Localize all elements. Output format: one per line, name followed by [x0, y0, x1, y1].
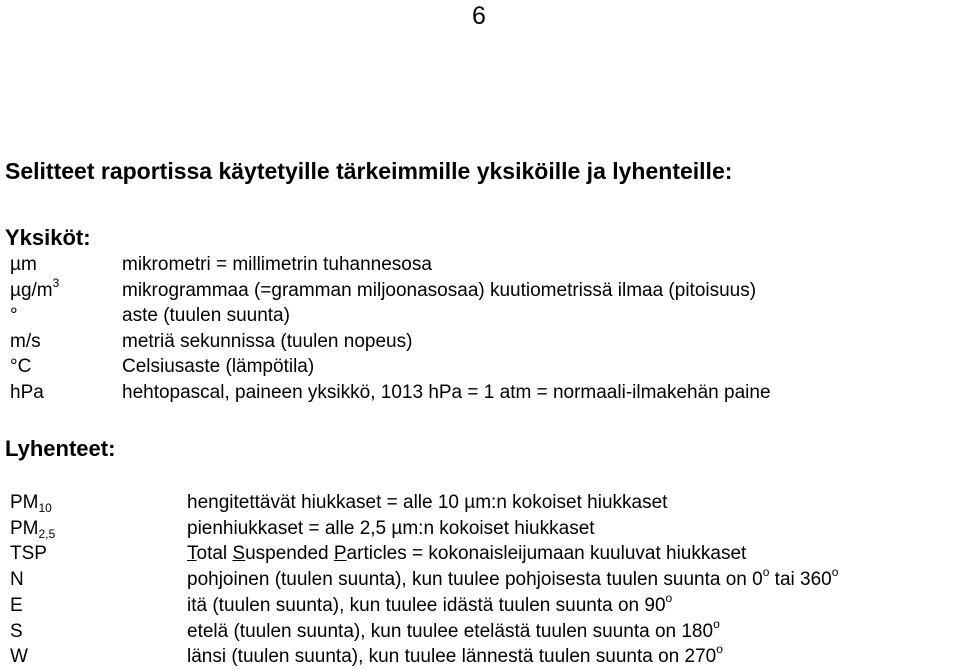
abbreviation-term: $PM_{2,5}$ — [10, 518, 56, 541]
units-heading: Yksiköt: — [5, 225, 91, 250]
page-number: 6 — [472, 2, 486, 30]
abbreviation-term: S — [10, 621, 23, 642]
abbreviation-definition: Total Suspended Particles = kokonaisleijumaan kuuluvat hiukkaset — [187, 543, 747, 564]
abbreviations-heading: Lyhenteet: — [5, 436, 116, 461]
abbreviation-definition: etelä (tuulen suunta), kun tuulee etelästä tuulen suunta on 180$^o$ — [187, 617, 720, 642]
abbreviation-definition: itä (tuulen suunta), kun tuulee idästä tuulen suunta on 90$^o$ — [187, 591, 673, 616]
unit-term: ° — [10, 305, 18, 326]
unit-term: hPa — [10, 382, 44, 403]
abbreviation-term: TSP — [10, 543, 47, 564]
abbreviation-definition: pohjoinen (tuulen suunta), kun tuulee pohjoisesta tuulen suunta on 0$^o$ tai 360$^o$ — [187, 565, 839, 590]
unit-term: °C — [10, 356, 32, 377]
abbreviation-term: W — [10, 646, 28, 667]
abbreviation-term: $PM_{10}$ — [10, 492, 52, 515]
unit-definition: metriä sekunnissa (tuulen nopeus) — [122, 331, 413, 352]
unit-term: $\mu g/m^3$ — [10, 276, 60, 301]
abbreviation-definition: hengitettävät hiukkaset = alle 10 µm:n kokoiset hiukkaset — [187, 492, 668, 513]
abbreviation-term: N — [10, 569, 24, 590]
unit-definition: aste (tuulen suunta) — [122, 305, 290, 326]
unit-definition: Celsiusaste (lämpötila) — [122, 356, 315, 377]
abbreviation-definition: länsi (tuulen suunta), kun tuulee lännestä tuulen suunta on 270$^o$ — [187, 642, 723, 667]
abbreviation-term: E — [10, 595, 23, 616]
unit-definition: mikrometri = millimetrin tuhannesosa — [122, 254, 432, 275]
unit-definition: mikrogrammaa (=gramman miljoonasosaa) kuutiometrissä ilmaa (pitoisuus) — [122, 280, 757, 301]
unit-term: µm — [10, 254, 37, 275]
page-title: Selitteet raportissa käytetyille tärkeimmille yksiköille ja lyhenteille: — [5, 158, 733, 184]
abbreviation-definition: pienhiukkaset = alle 2,5 µm:n kokoiset hiukkaset — [187, 518, 595, 539]
unit-term: m/s — [10, 331, 41, 352]
unit-definition: hehtopascal, paineen yksikkö, 1013 hPa = 1 atm = normaali-ilmakehän paine — [122, 382, 771, 403]
